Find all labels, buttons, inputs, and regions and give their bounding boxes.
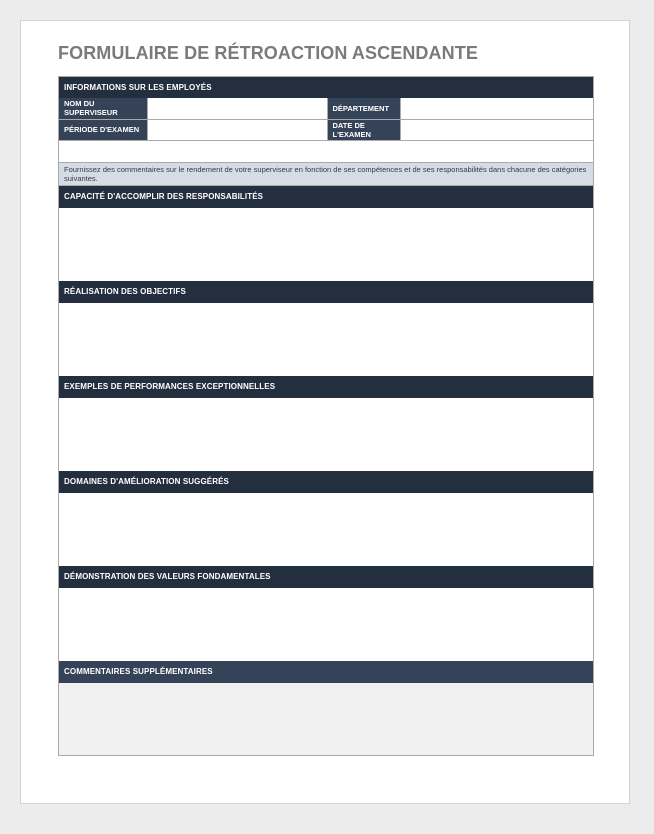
supervisor-name-field[interactable] xyxy=(147,98,327,119)
form-title: FORMULAIRE DE RÉTROACTION ASCENDANTE xyxy=(58,43,478,63)
department-label: DÉPARTEMENT xyxy=(327,98,400,119)
supervisor-name-label: NOM DU SUPERVISEUR xyxy=(59,98,147,119)
employee-info-table xyxy=(59,98,593,141)
spacer-row xyxy=(59,141,593,163)
feedback-form xyxy=(58,76,594,756)
review-period-field[interactable] xyxy=(147,119,327,140)
review-period-label: PÉRIODE D'EXAMEN xyxy=(59,119,147,140)
section-header-exceptional-performance: EXEMPLES DE PERFORMANCES EXCEPTIONNELLES xyxy=(59,376,593,398)
section-field-additional-comments[interactable] xyxy=(59,683,593,755)
section-field-responsibilities[interactable] xyxy=(59,208,593,281)
section-header-additional-comments: COMMENTAIRES SUPPLÉMENTAIRES xyxy=(59,661,593,683)
department-field[interactable] xyxy=(400,98,593,119)
review-date-field[interactable] xyxy=(400,119,593,140)
section-header-core-values: DÉMONSTRATION DES VALEURS FONDAMENTALES xyxy=(59,566,593,588)
section-header-objectives: RÉALISATION DES OBJECTIFS xyxy=(59,281,593,303)
instructions-text: Fournissez des commentaires sur le rendement de votre superviseur en fonction de ses compétences et de ses responsabilités dans chacune des catégories suivantes. xyxy=(59,163,593,186)
section-header-responsibilities: CAPACITÉ D'ACCOMPLIR DES RESPONSABILITÉS xyxy=(59,186,593,208)
section-field-exceptional-performance[interactable] xyxy=(59,398,593,471)
section-field-objectives[interactable] xyxy=(59,303,593,376)
section-field-improvement-areas[interactable] xyxy=(59,493,593,566)
section-header-improvement-areas: DOMAINES D'AMÉLIORATION SUGGÉRÉS xyxy=(59,471,593,493)
review-date-label: DATE DE L'EXAMEN xyxy=(327,119,400,140)
section-field-core-values[interactable] xyxy=(59,588,593,661)
document-page xyxy=(20,20,630,804)
employee-info-header: INFORMATIONS SUR LES EMPLOYÉS xyxy=(59,77,593,98)
